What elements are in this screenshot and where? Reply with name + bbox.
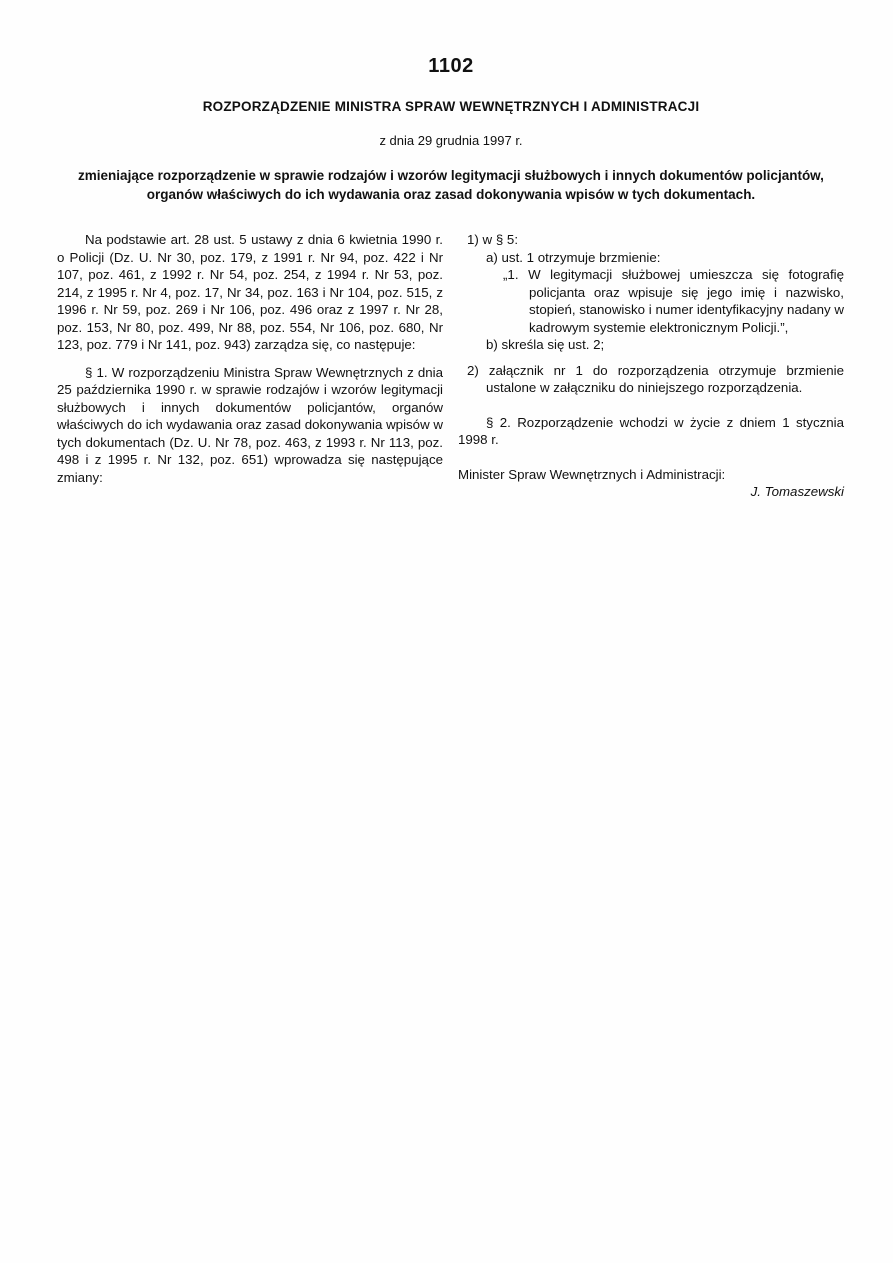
amendment-item-2-text: załącznik nr 1 do rozporządzenia otrzymuje brzmienie ustalone w załączniku do niniejszego rozporządzenia. bbox=[486, 362, 844, 395]
amendment-item-1-text: w § 5: bbox=[482, 232, 519, 247]
preamble-paragraph: Na podstawie art. 28 ust. 5 ustawy z dnia 6 kwietnia 1990 r. o Policji (Dz. U. Nr 30, poz. 179, z 1991 r. Nr 94, poz. 422 i Nr 107, poz. 461, z 1992 r. Nr 54, poz. 254, z 1994 r. Nr 53, poz. 214, z 1995 r. Nr 4, poz. 17, Nr 34, poz. 163 i Nr 104, poz. 515, z 1996 r. Nr 59, poz. 269 i Nr 106, poz. 496 oraz z 1997 r. Nr 28, poz. 153, Nr 80, poz. 499, Nr 88, poz. 554, Nr 106, poz. 680, Nr 123, poz. 779 i Nr 141, poz. 943) zarządza się, co następuje: bbox=[57, 232, 443, 352]
document-header bbox=[57, 55, 845, 204]
amendment-item-1b-marker: b) bbox=[486, 337, 498, 352]
document-title: ROZPORZĄDZENIE MINISTRA SPRAW WEWNĘTRZNYCH I ADMINISTRACJI bbox=[202, 99, 700, 114]
section-2-paragraph: § 2. Rozporządzenie wchodzi w życie z dniem 1 stycznia 1998 r. bbox=[458, 414, 844, 447]
amendment-item-1 bbox=[458, 231, 844, 249]
amendment-item-2 bbox=[458, 362, 844, 397]
amendment-item-1b-text: skreśla się ust. 2; bbox=[501, 337, 605, 352]
document-subject: zmieniające rozporządzenie w sprawie rodzajów i wzorów legitymacji służbowych i innych dokumentów policjantów, organów właściwych do ich wydawania oraz zasad dokonywania wpisów w tych dokumentach. bbox=[78, 168, 824, 202]
amendment-item-1a-text: ust. 1 otrzymuje brzmienie: bbox=[501, 249, 661, 265]
section-1-paragraph: § 1. W rozporządzeniu Ministra Spraw Wewnętrznych z dnia 25 października 1990 r. w sprawie rodzajów i wzorów legitymacji służbowych i innych dokumentów policjantów, organów właściwych do ich wydawania oraz zasad dokonywania wpisów w tych dokumentach (Dz. U. Nr 78, poz. 463, z 1993 r. Nr 113, poz. 498 i z 1995 r. Nr 132, poz. 651) wprowadza się następujące zmiany: bbox=[57, 364, 443, 485]
document-body bbox=[57, 231, 845, 501]
amendment-item-1a bbox=[458, 249, 844, 267]
amendment-quote-text: W legitymacji służbowej umieszcza się fotografię policjanta oraz wpisuje się jego imię i nazwisko, stopień, stanowisko i numer identyfikacyjny nadany w kadrowym systemie elektronicznym Policji.”, bbox=[528, 267, 844, 335]
docket-number: 1102 bbox=[428, 55, 474, 77]
document-date: z dnia 29 grudnia 1997 r. bbox=[379, 133, 523, 148]
amendment-quote bbox=[458, 266, 844, 336]
right-column bbox=[458, 231, 844, 501]
signature-block bbox=[458, 466, 844, 501]
amendment-item-1-marker: 1) bbox=[467, 232, 479, 247]
amendment-item-1a-marker: a) bbox=[486, 249, 498, 265]
minister-role: Minister Spraw Wewnętrznych i Administracji: bbox=[458, 466, 726, 482]
amendment-item-2-marker: 2) bbox=[467, 362, 479, 378]
minister-signature: J. Tomaszewski bbox=[750, 484, 844, 499]
left-column bbox=[57, 231, 443, 501]
amendment-item-1b bbox=[458, 336, 844, 354]
amendment-quote-marker: „1. bbox=[503, 267, 519, 282]
